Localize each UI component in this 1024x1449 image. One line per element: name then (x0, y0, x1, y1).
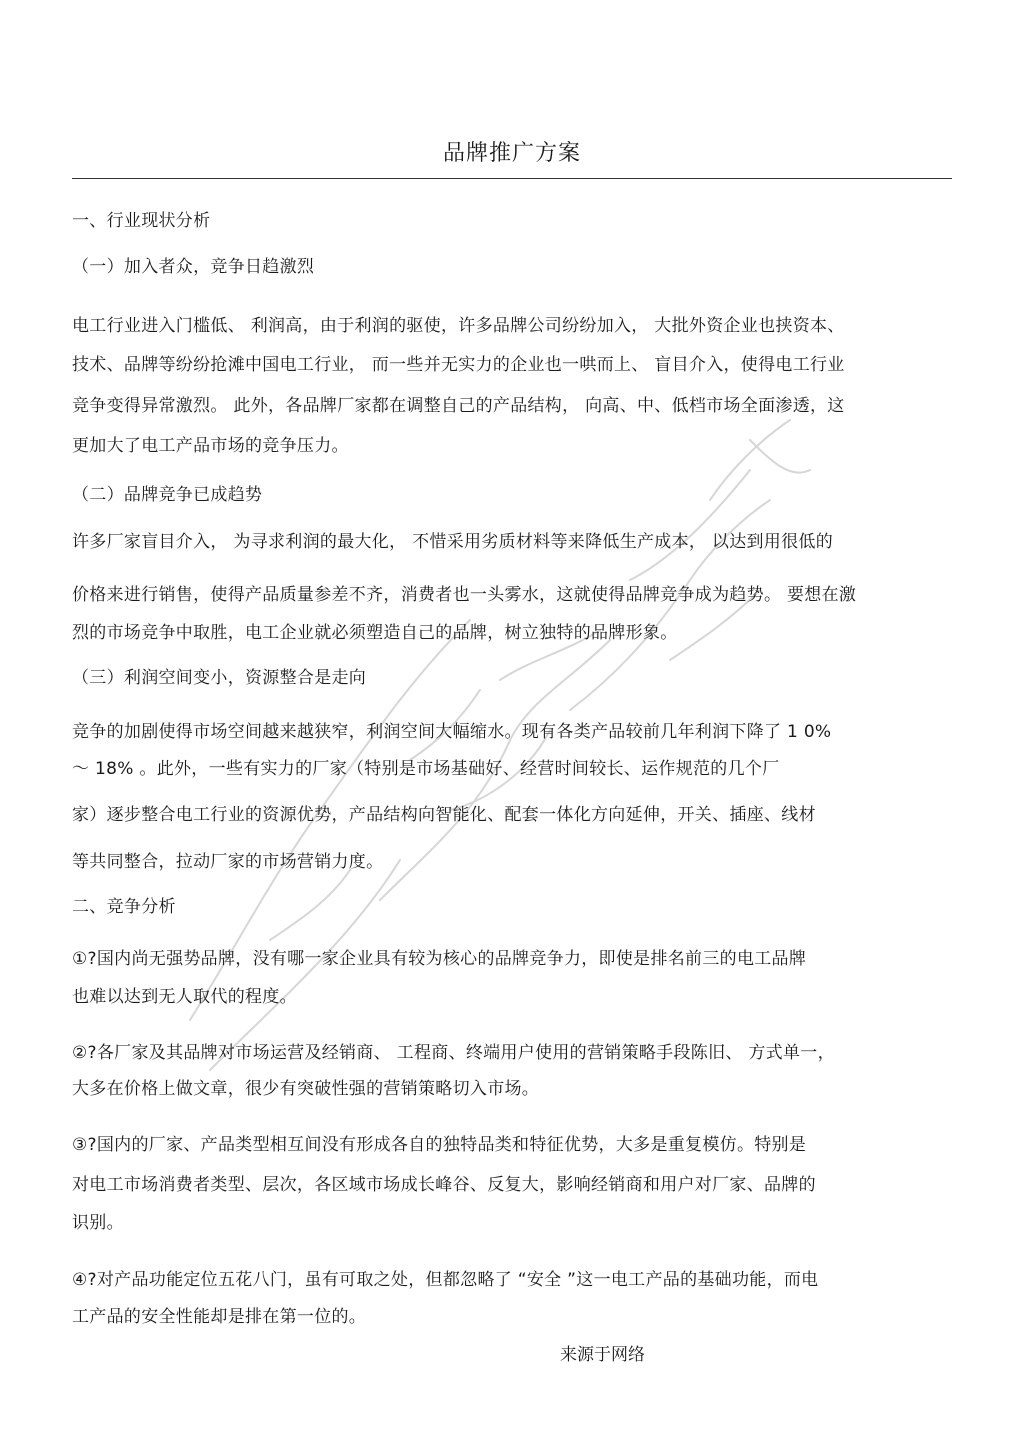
source-note: 来源于网络 (560, 1345, 645, 1365)
point-4-line-1: ④?对产品功能定位五花八门，虽有可取之处，但都忽略了 “安全 ”这一电工产品的基础功能，而电 (72, 1270, 819, 1290)
point-1-line-1: ①?国内尚无强势品牌，没有哪一家企业具有较为核心的品牌竞争力，即使是排名前三的电工品牌 (72, 949, 807, 969)
paragraph-1-line-1: 电工行业进入门槛低、 利润高，由于利润的驱使，许多品牌公司纷纷加入， 大批外资企业也挟资本、 (72, 316, 845, 336)
point-3-line-3: 识别。 (72, 1213, 124, 1233)
title-divider (72, 178, 952, 179)
paragraph-3-line-2: ～ 18% 。此外，一些有实力的厂家（特别是市场基础好、经营时间较长、运作规范的几个厂 (72, 759, 780, 779)
paragraph-1-line-4: 更加大了电工产品市场的竞争压力。 (72, 436, 349, 456)
point-2-line-1: ②?各厂家及其品牌对市场运营及经销商、 工程商、终端用户使用的营销策略手段陈旧、 方式单一， (72, 1043, 835, 1063)
paragraph-2-line-2: 价格来进行销售，使得产品质量参差不齐，消费者也一头雾水，这就使得品牌竞争成为趋势。 要想在激 (72, 585, 857, 605)
paragraph-3-line-3: 家）逐步整合电工行业的资源优势，产品结构向智能化、配套一体化方向延伸，开关、插座、线材 (72, 805, 816, 825)
subsection-heading-1: （一）加入者众，竞争日趋激烈 (72, 257, 315, 277)
point-1-line-2: 也难以达到无人取代的程度。 (72, 987, 297, 1007)
paragraph-1-line-3: 竞争变得异常激烈。 此外，各品牌厂家都在调整自己的产品结构， 向高、中、低档市场全面渗透，这 (72, 396, 845, 416)
point-3-line-2: 对电工市场消费者类型、层次，各区域市场成长峰谷、反复大，影响经销商和用户对厂家、品牌的 (72, 1175, 816, 1195)
paragraph-2-line-3: 烈的市场竞争中取胜，电工企业就必须塑造自己的品牌，树立独特的品牌形象。 (72, 623, 678, 643)
subsection-heading-2: （二）品牌竞争已成趋势 (72, 485, 263, 505)
section-heading-1: 一、行业现状分析 (72, 211, 211, 231)
paragraph-1-line-2: 技术、品牌等纷纷抢滩中国电工行业， 而一些并无实力的企业也一哄而上、 盲目介入，使得电工行业 (72, 355, 845, 375)
document-title: 品牌推广方案 (442, 141, 581, 166)
subsection-heading-3: （三）利润空间变小，资源整合是走向 (72, 668, 367, 688)
paragraph-2-line-1: 许多厂家盲目介入， 为寻求利润的最大化， 不惜采用劣质材料等来降低生产成本， 以达到用很低的 (72, 532, 834, 552)
point-3-line-1: ③?国内的厂家、产品类型相互间没有形成各自的独特品类和特征优势，大多是重复模仿。特别是 (72, 1135, 807, 1155)
point-4-line-2: 工产品的安全性能却是排在第一位的。 (72, 1307, 367, 1327)
paragraph-3-line-1: 竞争的加剧使得市场空间越来越狭窄，利润空间大幅缩水。现有各类产品较前几年利润下降了 1 0% (72, 722, 832, 742)
section-heading-2: 二、竞争分析 (72, 897, 176, 917)
point-2-line-2: 大多在价格上做文章，很少有突破性强的营销策略切入市场。 (72, 1079, 540, 1099)
paragraph-3-line-4: 等共同整合，拉动厂家的市场营销力度。 (72, 852, 384, 872)
